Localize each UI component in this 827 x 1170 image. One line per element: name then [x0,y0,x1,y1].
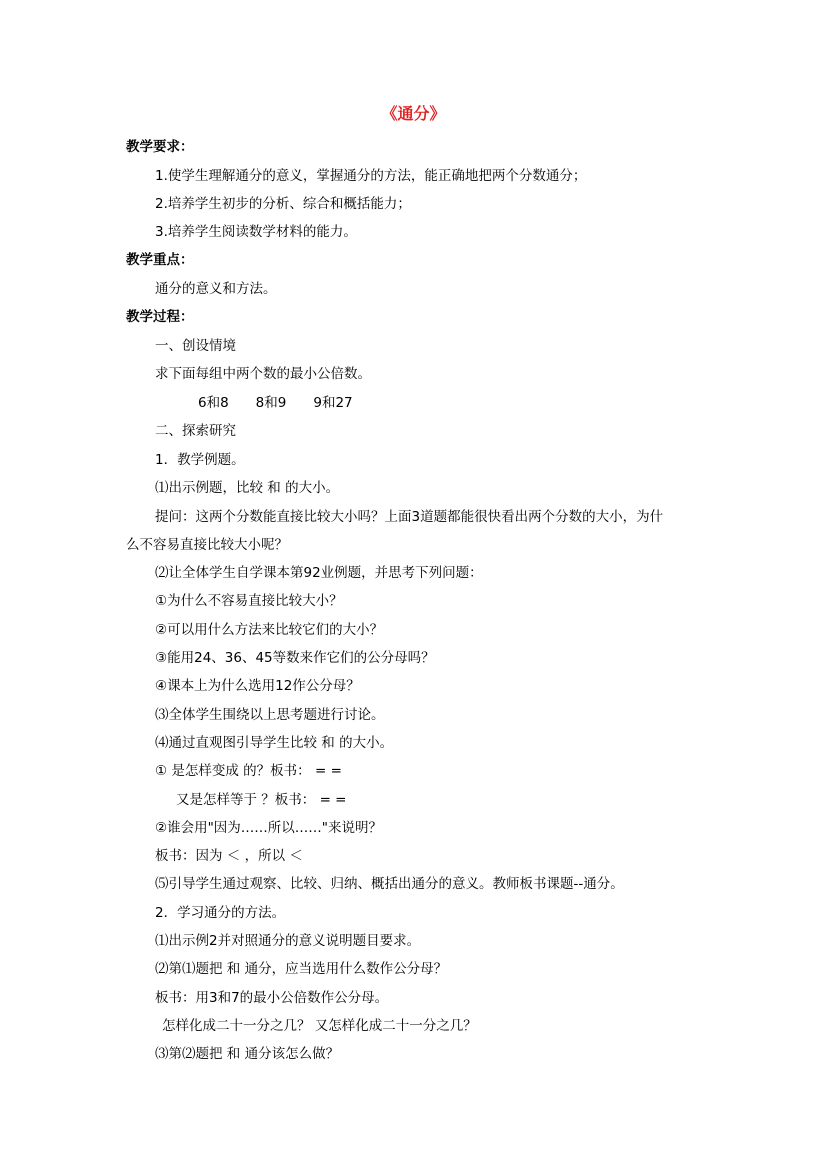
text-line: 又是怎样等于 ？板书： = = [176,792,347,808]
text-line: ⑵让全体学生自学课本第92业例题，并思考下列问题： [155,565,483,581]
text-line: ⑵第⑴题把 和 通分，应当选用什么数作公分母？ [155,961,448,977]
text-line: ⑶全体学生围绕以上思考题进行讨论。 [155,707,385,723]
text-line: 怎样化成二十一分之几？ 又怎样化成二十一分之几？ [162,1018,477,1034]
text-line: 板书：用3和7的最小公倍数作公分母。 [155,990,389,1006]
text-line: 1.使学生理解通分的意义，掌握通分的方法，能正确地把两个分数通分； [155,168,587,184]
text-line: 求下面每组中两个数的最小公倍数。 [155,366,371,382]
text-line: 板书：因为 ＜ ，所以 ＜ [155,848,303,864]
text-line: ⑶第⑵题把 和 通分该怎么做？ [155,1046,340,1062]
text-line: 二、探索研究 [155,423,236,439]
text-line: 6和8 8和9 9和27 [198,395,353,411]
text-line: ①为什么不容易直接比较大小？ [155,593,343,609]
document-title: 《通分》 [381,104,446,123]
text-line: ⑴出示例题，比较 和 的大小。 [155,480,340,496]
text-line: ⑸引导学生通过观察、比较、归纳、概括出通分的意义。教师板书课题--通分。 [155,876,624,892]
text-line: ④课本上为什么选用12作公分母？ [155,678,360,694]
text-line: 么不容易直接比较大小呢？ [126,537,288,553]
text-line: ③能用24、36、45等数来作它们的公分母吗？ [155,650,435,666]
section-heading-process: 教学过程： [126,309,194,325]
text-line: 提问：这两个分数能直接比较大小吗？上面3道题都能很快看出两个分数的大小，为什 [155,509,664,525]
text-line: 2.培养学生初步的分析、综合和概括能力； [155,196,411,212]
section-heading-requirements: 教学要求： [126,139,194,155]
text-line: 2．学习通分的方法。 [155,905,286,921]
text-line: ②可以用什么方法来比较它们的大小？ [155,622,384,638]
text-line: 通分的意义和方法。 [155,281,277,297]
text-line: 一、创设情境 [155,338,236,354]
text-line: ⑷通过直观图引导学生比较 和 的大小。 [155,735,394,751]
text-line: ⑴出示例2并对照通分的意义说明题目要求。 [155,933,421,949]
section-heading-key-points: 教学重点： [126,252,194,268]
text-line: ②谁会用"因为……所以……"来说明？ [155,820,383,836]
text-line: 3.培养学生阅读数学材料的能力。 [155,224,357,240]
text-line: ① 是怎样变成 的？板书： = = [155,763,342,779]
text-line: 1．教学例题。 [155,452,245,468]
